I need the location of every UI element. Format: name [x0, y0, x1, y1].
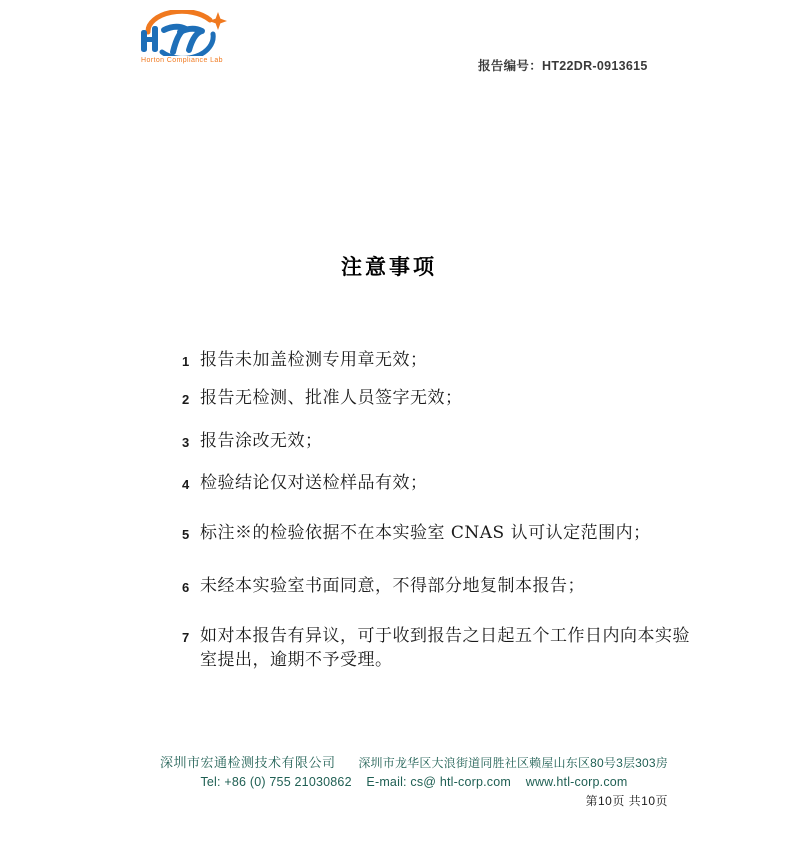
- company-address: 深圳市龙华区大浪街道同胜社区赖屋山东区80号3层303房: [358, 756, 668, 770]
- note-number: 3: [182, 435, 190, 450]
- note-item: [182, 429, 694, 453]
- note-number: 7: [182, 630, 190, 645]
- footer: [160, 752, 668, 809]
- note-text: 报告涂改无效；: [200, 431, 323, 451]
- note-number: 5: [182, 527, 190, 542]
- note-text: 检验结论仅对送检样品有效；: [200, 473, 428, 493]
- note-text: 报告未加盖检测专用章无效；: [200, 350, 428, 370]
- report-number-label: 报告编号：: [478, 59, 543, 73]
- page-number: 第10页 共10页: [585, 794, 668, 808]
- note-item: [182, 471, 694, 495]
- note-text: 标注※的检验依据不在本实验室 CNAS 认可认定范围内；: [200, 523, 651, 543]
- contact-line: Tel: +86 (0) 755 21030862 E-mail: cs@ htl-corp.com www.htl-corp.com: [200, 775, 628, 789]
- note-text: 如对本报告有异议，可于收到报告之日起五个工作日内向本实验室提出，逾期不予受理。: [200, 626, 690, 670]
- note-item: [182, 624, 694, 672]
- note-item: [182, 386, 694, 410]
- htc-logo-icon: [136, 10, 228, 56]
- note-item: [182, 348, 694, 372]
- note-number: 6: [182, 580, 190, 595]
- note-number: 1: [182, 354, 190, 369]
- note-item: [182, 574, 694, 598]
- company-name: 深圳市宏通检测技术有限公司: [160, 755, 336, 770]
- notes-list: [182, 348, 712, 672]
- page-title: 注意事项: [341, 254, 437, 279]
- report-number-value: HT22DR-0913615: [542, 59, 648, 73]
- note-text: 报告无检测、批准人员签字无效；: [200, 388, 463, 408]
- footer-company-line: [160, 752, 668, 771]
- note-item: [182, 521, 694, 545]
- note-number: 4: [182, 477, 190, 492]
- logo-caption: Horton Compliance Lab: [141, 57, 223, 64]
- note-text: 未经本实验室书面同意，不得部分地复制本报告；: [200, 576, 585, 596]
- report-number: [478, 56, 648, 74]
- company-logo: [136, 10, 236, 72]
- note-number: 2: [182, 392, 190, 407]
